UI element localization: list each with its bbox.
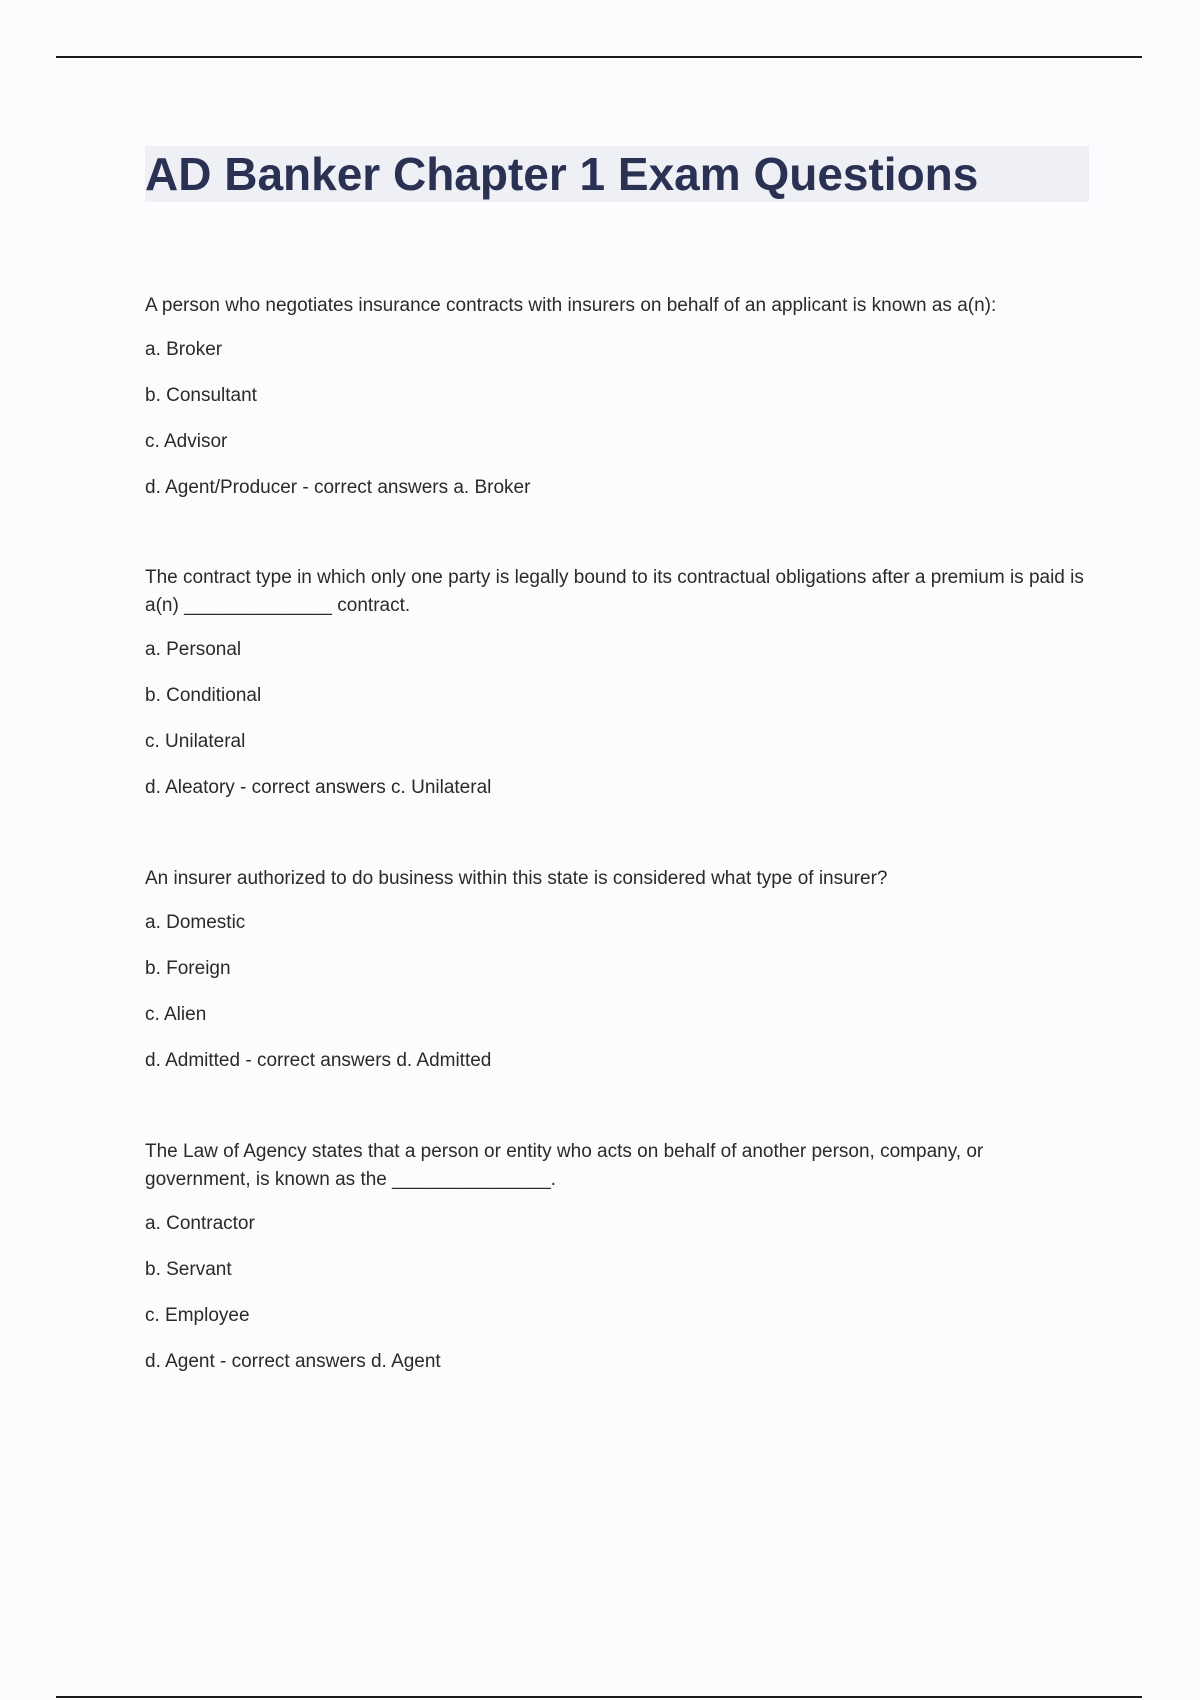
option-b: b. Conditional bbox=[145, 685, 262, 706]
option-a: a. Domestic bbox=[145, 912, 246, 933]
question-4 bbox=[145, 1138, 1085, 1376]
option-b: b. Servant bbox=[145, 1259, 232, 1280]
option-b: b. Foreign bbox=[145, 958, 231, 979]
option-d-with-answer: d. Agent/Producer - correct answers a. Broker bbox=[145, 477, 531, 498]
question-stem: An insurer authorized to do business within this state is considered what type of insurer? bbox=[145, 868, 888, 889]
question-stem: The Law of Agency states that a person or entity who acts on behalf of another person, company, or government, is known as the _______________. bbox=[145, 1141, 984, 1190]
option-c: c. Alien bbox=[145, 1004, 207, 1025]
question-stem: A person who negotiates insurance contracts with insurers on behalf of an applicant is known as a(n): bbox=[145, 295, 997, 316]
bottom-rule bbox=[56, 1696, 1142, 1698]
option-a: a. Broker bbox=[145, 339, 223, 360]
top-rule bbox=[56, 56, 1142, 58]
question-3 bbox=[145, 865, 1085, 1075]
document-title: AD Banker Chapter 1 Exam Questions bbox=[145, 148, 979, 200]
question-2 bbox=[145, 564, 1085, 802]
question-stem: The contract type in which only one party is legally bound to its contractual obligations after a premium is paid is a(n) ______________ contract. bbox=[145, 567, 1084, 616]
option-a: a. Personal bbox=[145, 639, 242, 660]
option-a: a. Contractor bbox=[145, 1213, 255, 1234]
option-d-with-answer: d. Admitted - correct answers d. Admitted bbox=[145, 1050, 492, 1071]
option-d-with-answer: d. Aleatory - correct answers c. Unilateral bbox=[145, 777, 492, 798]
option-c: c. Advisor bbox=[145, 431, 228, 452]
option-b: b. Consultant bbox=[145, 385, 257, 406]
option-d-with-answer: d. Agent - correct answers d. Agent bbox=[145, 1351, 441, 1372]
option-c: c. Employee bbox=[145, 1305, 250, 1326]
question-1 bbox=[145, 292, 1085, 502]
option-c: c. Unilateral bbox=[145, 731, 246, 752]
